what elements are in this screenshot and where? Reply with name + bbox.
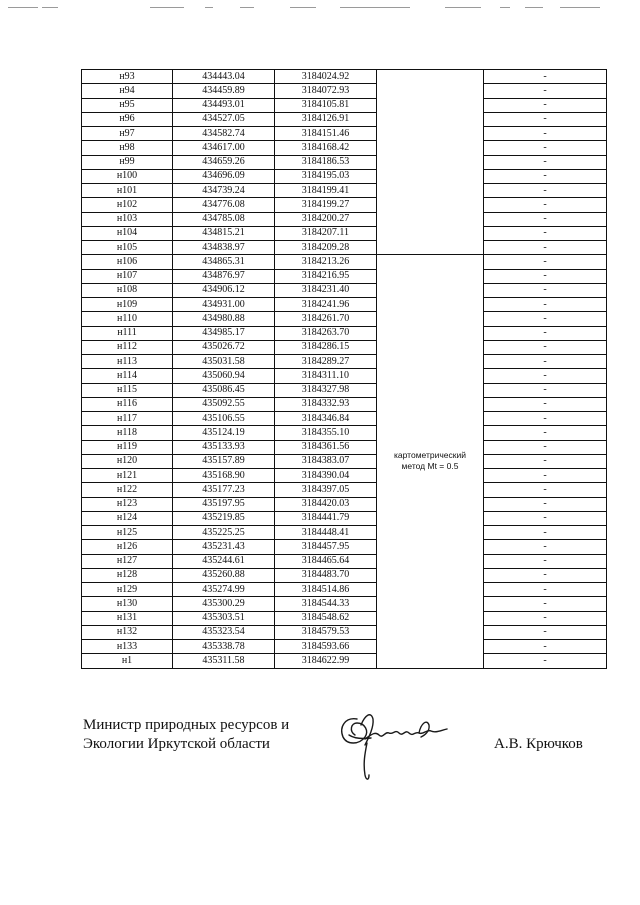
point-name-cell: н104 (82, 226, 173, 240)
x-coordinate-cell: 434815.21 (173, 226, 275, 240)
table-row (82, 283, 607, 297)
accuracy-cell: - (484, 198, 607, 212)
table-row (82, 298, 607, 312)
table-row (82, 554, 607, 568)
accuracy-cell: - (484, 369, 607, 383)
table-row (82, 426, 607, 440)
y-coordinate-cell: 3184072.93 (275, 84, 377, 98)
table-row (82, 326, 607, 340)
x-coordinate-cell: 434931.00 (173, 298, 275, 312)
table-row (82, 98, 607, 112)
point-name-cell: н121 (82, 469, 173, 483)
x-coordinate-cell: 434443.04 (173, 70, 275, 84)
point-name-cell: н126 (82, 540, 173, 554)
accuracy-cell: - (484, 312, 607, 326)
y-coordinate-cell: 3184126.91 (275, 112, 377, 126)
x-coordinate-cell: 435231.43 (173, 540, 275, 554)
point-name-cell: н133 (82, 640, 173, 654)
table-row (82, 255, 607, 269)
y-coordinate-cell: 3184441.79 (275, 511, 377, 525)
point-name-cell: н103 (82, 212, 173, 226)
accuracy-cell: - (484, 255, 607, 269)
x-coordinate-cell: 435157.89 (173, 454, 275, 468)
x-coordinate-cell: 434659.26 (173, 155, 275, 169)
accuracy-cell: - (484, 383, 607, 397)
x-coordinate-cell: 435177.23 (173, 483, 275, 497)
table-row (82, 70, 607, 84)
scan-marks (0, 6, 640, 10)
accuracy-cell: - (484, 469, 607, 483)
table-row (82, 640, 607, 654)
y-coordinate-cell: 3184548.62 (275, 611, 377, 625)
y-coordinate-cell: 3184420.03 (275, 497, 377, 511)
x-coordinate-cell: 434980.88 (173, 312, 275, 326)
y-coordinate-cell: 3184209.28 (275, 241, 377, 255)
table-row (82, 540, 607, 554)
point-name-cell: н107 (82, 269, 173, 283)
y-coordinate-cell: 3184361.56 (275, 440, 377, 454)
accuracy-cell: - (484, 340, 607, 354)
accuracy-cell: - (484, 169, 607, 183)
table-row (82, 84, 607, 98)
x-coordinate-cell: 435133.93 (173, 440, 275, 454)
x-coordinate-cell: 435106.55 (173, 412, 275, 426)
point-name-cell: н96 (82, 112, 173, 126)
table-row (82, 112, 607, 126)
table-row (82, 654, 607, 668)
accuracy-cell: - (484, 326, 607, 340)
point-name-cell: н125 (82, 526, 173, 540)
accuracy-cell: - (484, 568, 607, 582)
y-coordinate-cell: 3184327.98 (275, 383, 377, 397)
point-name-cell: н128 (82, 568, 173, 582)
y-coordinate-cell: 3184263.70 (275, 326, 377, 340)
y-coordinate-cell: 3184514.86 (275, 583, 377, 597)
x-coordinate-cell: 435274.99 (173, 583, 275, 597)
accuracy-cell: - (484, 212, 607, 226)
y-coordinate-cell: 3184311.10 (275, 369, 377, 383)
table-row (82, 141, 607, 155)
y-coordinate-cell: 3184195.03 (275, 169, 377, 183)
x-coordinate-cell: 435303.51 (173, 611, 275, 625)
table-row (82, 312, 607, 326)
x-coordinate-cell: 434985.17 (173, 326, 275, 340)
point-name-cell: н127 (82, 554, 173, 568)
point-name-cell: н108 (82, 283, 173, 297)
x-coordinate-cell: 435219.85 (173, 511, 275, 525)
x-coordinate-cell: 435092.55 (173, 397, 275, 411)
point-name-cell: н98 (82, 141, 173, 155)
x-coordinate-cell: 435338.78 (173, 640, 275, 654)
x-coordinate-cell: 434865.31 (173, 255, 275, 269)
y-coordinate-cell: 3184448.41 (275, 526, 377, 540)
table-row (82, 568, 607, 582)
point-name-cell: н130 (82, 597, 173, 611)
y-coordinate-cell: 3184579.53 (275, 625, 377, 639)
accuracy-cell: - (484, 440, 607, 454)
y-coordinate-cell: 3184593.66 (275, 640, 377, 654)
x-coordinate-cell: 435124.19 (173, 426, 275, 440)
accuracy-cell: - (484, 483, 607, 497)
x-coordinate-cell: 434527.05 (173, 112, 275, 126)
table-row (82, 155, 607, 169)
y-coordinate-cell: 3184286.15 (275, 340, 377, 354)
accuracy-cell: - (484, 155, 607, 169)
point-name-cell: н93 (82, 70, 173, 84)
accuracy-cell: - (484, 540, 607, 554)
table-row (82, 397, 607, 411)
point-name-cell: н123 (82, 497, 173, 511)
y-coordinate-cell: 3184383.07 (275, 454, 377, 468)
accuracy-cell: - (484, 283, 607, 297)
point-name-cell: н114 (82, 369, 173, 383)
point-name-cell: н101 (82, 184, 173, 198)
table-row (82, 597, 607, 611)
point-name-cell: н112 (82, 340, 173, 354)
table-row (82, 625, 607, 639)
accuracy-cell: - (484, 526, 607, 540)
accuracy-cell: - (484, 554, 607, 568)
point-name-cell: н113 (82, 355, 173, 369)
accuracy-cell: - (484, 70, 607, 84)
accuracy-cell: - (484, 84, 607, 98)
x-coordinate-cell: 435026.72 (173, 340, 275, 354)
accuracy-cell: - (484, 654, 607, 668)
accuracy-cell: - (484, 355, 607, 369)
x-coordinate-cell: 435168.90 (173, 469, 275, 483)
y-coordinate-cell: 3184105.81 (275, 98, 377, 112)
point-name-cell: н129 (82, 583, 173, 597)
table-row (82, 241, 607, 255)
point-name-cell: н110 (82, 312, 173, 326)
table-row (82, 497, 607, 511)
point-name-cell: н94 (82, 84, 173, 98)
x-coordinate-cell: 434785.08 (173, 212, 275, 226)
table-row (82, 369, 607, 383)
point-name-cell: н105 (82, 241, 173, 255)
accuracy-cell: - (484, 611, 607, 625)
point-name-cell: н100 (82, 169, 173, 183)
accuracy-cell: - (484, 127, 607, 141)
y-coordinate-cell: 3184457.95 (275, 540, 377, 554)
y-coordinate-cell: 3184200.27 (275, 212, 377, 226)
y-coordinate-cell: 3184346.84 (275, 412, 377, 426)
x-coordinate-cell: 435260.88 (173, 568, 275, 582)
point-name-cell: н95 (82, 98, 173, 112)
table-row (82, 198, 607, 212)
accuracy-cell: - (484, 640, 607, 654)
accuracy-cell: - (484, 397, 607, 411)
accuracy-cell: - (484, 226, 607, 240)
x-coordinate-cell: 435244.61 (173, 554, 275, 568)
point-name-cell: н97 (82, 127, 173, 141)
y-coordinate-cell: 3184216.95 (275, 269, 377, 283)
x-coordinate-cell: 434776.08 (173, 198, 275, 212)
accuracy-cell: - (484, 241, 607, 255)
y-coordinate-cell: 3184024.92 (275, 70, 377, 84)
y-coordinate-cell: 3184289.27 (275, 355, 377, 369)
table-row (82, 226, 607, 240)
y-coordinate-cell: 3184186.53 (275, 155, 377, 169)
point-name-cell: н99 (82, 155, 173, 169)
x-coordinate-cell: 434696.09 (173, 169, 275, 183)
x-coordinate-cell: 434493.01 (173, 98, 275, 112)
table-row (82, 355, 607, 369)
table-row (82, 583, 607, 597)
table-row (82, 169, 607, 183)
method-text-line: картометрический (394, 450, 466, 461)
accuracy-cell: - (484, 112, 607, 126)
accuracy-cell: - (484, 426, 607, 440)
accuracy-cell: - (484, 98, 607, 112)
point-name-cell: н109 (82, 298, 173, 312)
accuracy-cell: - (484, 454, 607, 468)
point-name-cell: н111 (82, 326, 173, 340)
y-coordinate-cell: 3184397.05 (275, 483, 377, 497)
coordinates-table-body (82, 70, 607, 669)
y-coordinate-cell: 3184168.42 (275, 141, 377, 155)
table-row (82, 526, 607, 540)
point-name-cell: н124 (82, 511, 173, 525)
x-coordinate-cell: 434459.89 (173, 84, 275, 98)
x-coordinate-cell: 435031.58 (173, 355, 275, 369)
point-name-cell: н119 (82, 440, 173, 454)
table-row (82, 184, 607, 198)
y-coordinate-cell: 3184390.04 (275, 469, 377, 483)
x-coordinate-cell: 435300.29 (173, 597, 275, 611)
point-name-cell: н102 (82, 198, 173, 212)
point-name-cell: н122 (82, 483, 173, 497)
accuracy-cell: - (484, 597, 607, 611)
point-name-cell: н1 (82, 654, 173, 668)
accuracy-cell: - (484, 583, 607, 597)
table-row (82, 440, 607, 454)
accuracy-cell: - (484, 184, 607, 198)
x-coordinate-cell: 434739.24 (173, 184, 275, 198)
point-name-cell: н117 (82, 412, 173, 426)
point-name-cell: н132 (82, 625, 173, 639)
x-coordinate-cell: 434617.00 (173, 141, 275, 155)
x-coordinate-cell: 435323.54 (173, 625, 275, 639)
handwritten-signature (335, 705, 455, 785)
table-row (82, 454, 607, 468)
method-text-line: метод Mt = 0.5 (401, 461, 459, 472)
y-coordinate-cell: 3184332.93 (275, 397, 377, 411)
point-name-cell: н120 (82, 454, 173, 468)
point-name-cell: н115 (82, 383, 173, 397)
table-row (82, 611, 607, 625)
method-cell (377, 255, 484, 668)
table-row (82, 469, 607, 483)
x-coordinate-cell: 435086.45 (173, 383, 275, 397)
y-coordinate-cell: 3184544.33 (275, 597, 377, 611)
y-coordinate-cell: 3184241.96 (275, 298, 377, 312)
y-coordinate-cell: 3184622.99 (275, 654, 377, 668)
y-coordinate-cell: 3184355.10 (275, 426, 377, 440)
point-name-cell: н106 (82, 255, 173, 269)
y-coordinate-cell: 3184199.41 (275, 184, 377, 198)
x-coordinate-cell: 434876.97 (173, 269, 275, 283)
accuracy-cell: - (484, 412, 607, 426)
x-coordinate-cell: 435197.95 (173, 497, 275, 511)
x-coordinate-cell: 435060.94 (173, 369, 275, 383)
accuracy-cell: - (484, 298, 607, 312)
y-coordinate-cell: 3184213.26 (275, 255, 377, 269)
table-row (82, 483, 607, 497)
y-coordinate-cell: 3184465.64 (275, 554, 377, 568)
x-coordinate-cell: 434838.97 (173, 241, 275, 255)
y-coordinate-cell: 3184199.27 (275, 198, 377, 212)
y-coordinate-cell: 3184207.11 (275, 226, 377, 240)
y-coordinate-cell: 3184483.70 (275, 568, 377, 582)
point-name-cell: н118 (82, 426, 173, 440)
x-coordinate-cell: 434582.74 (173, 127, 275, 141)
point-name-cell: н116 (82, 397, 173, 411)
table-row (82, 340, 607, 354)
accuracy-cell: - (484, 141, 607, 155)
signatory-position-line-1: Министр природных ресурсов и (83, 717, 290, 733)
coordinates-table (81, 69, 607, 669)
table-row (82, 212, 607, 226)
accuracy-cell: - (484, 497, 607, 511)
table-row (82, 383, 607, 397)
x-coordinate-cell: 435225.25 (173, 526, 275, 540)
signatory-position (83, 716, 289, 754)
x-coordinate-cell: 435311.58 (173, 654, 275, 668)
table-row (82, 511, 607, 525)
method-cell-empty (377, 70, 484, 255)
signatory-name: А.В. Крючков (494, 736, 583, 752)
signatory-position-line-2: Экологии Иркутской области (83, 736, 270, 752)
y-coordinate-cell: 3184261.70 (275, 312, 377, 326)
accuracy-cell: - (484, 269, 607, 283)
x-coordinate-cell: 434906.12 (173, 283, 275, 297)
table-row (82, 412, 607, 426)
point-name-cell: н131 (82, 611, 173, 625)
table-row (82, 127, 607, 141)
table-row (82, 269, 607, 283)
y-coordinate-cell: 3184231.40 (275, 283, 377, 297)
y-coordinate-cell: 3184151.46 (275, 127, 377, 141)
accuracy-cell: - (484, 511, 607, 525)
accuracy-cell: - (484, 625, 607, 639)
